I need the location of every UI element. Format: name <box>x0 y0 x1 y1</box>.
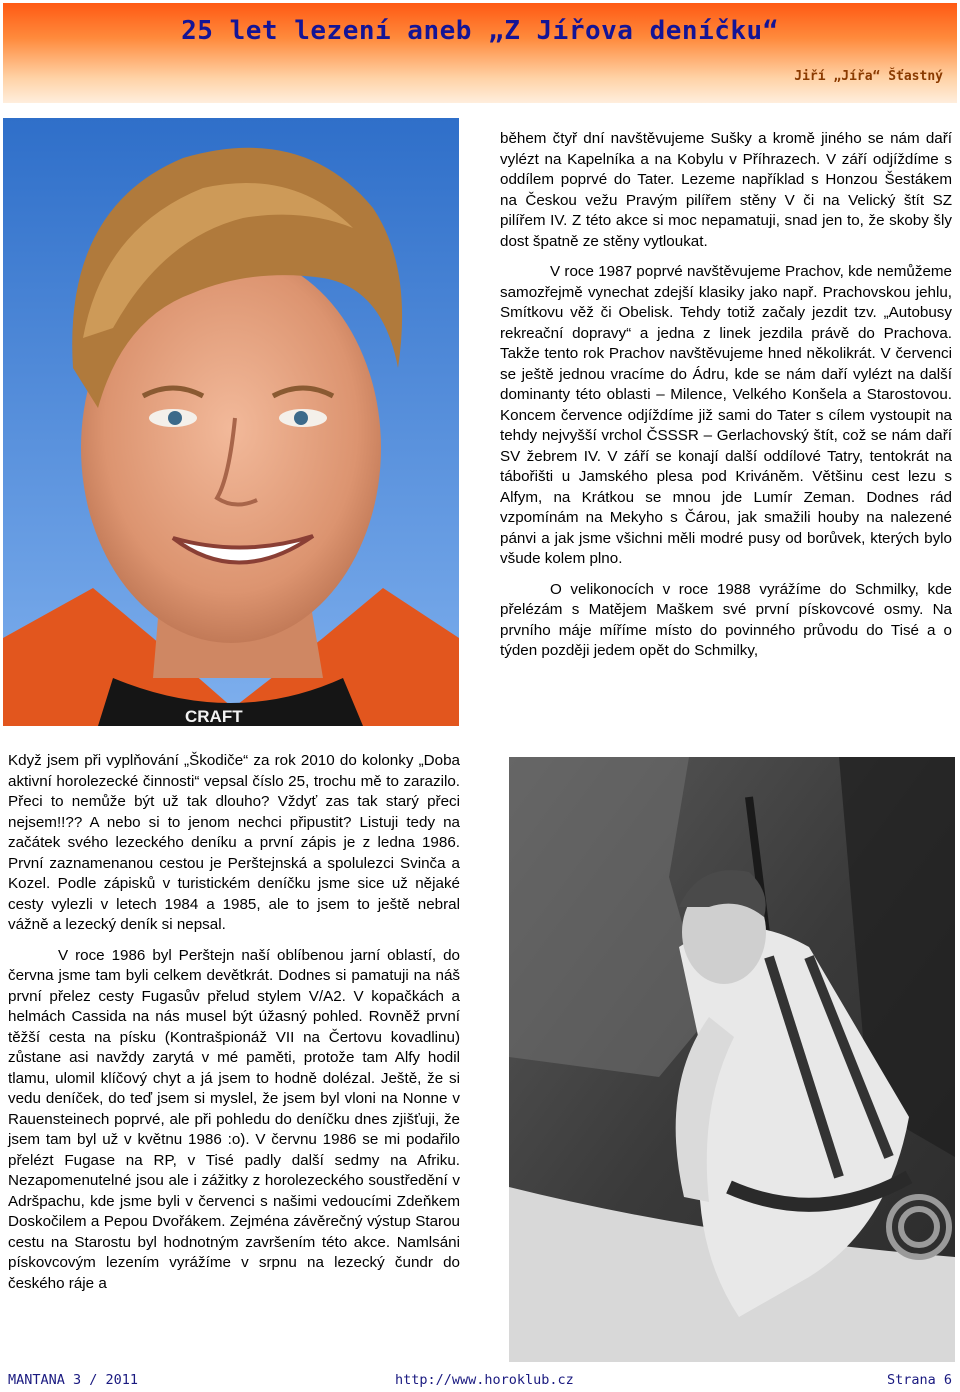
right-paragraph: O velikonocích v roce 1988 vyrážíme do Schmilky, kde přelézám s Matějem Maškem své první pískovcové osmy. Na prvního máje míříme místo do povinného průvodu do Tisé a o týden později jedem opět do Schmilky, <box>500 580 952 659</box>
portrait-photo <box>3 118 459 726</box>
article-title: 25 let lezení aneb „Z Jířova deníčku“ <box>181 16 779 46</box>
right-paragraph: V roce 1987 poprvé navštěvujeme Prachov, kde nemůžeme samozřejmě vynechat zdejší klasiky jako např. Prachovskou jehlu, Smítkovu věž či Obelisk. Tehdy totiž začaly jezdit tzv. „Autobusy rekreační dopravy“ a jedna z linek jezdila právě do Prachova. Takže tento rok Prachov navštěvujeme hned několikrát. V červenci se ještě jednou vracíme do Ádru, kde se nám daří vylézt na další dominanty této oblasti – Milence, Velkého Konšela a Starostovou. Koncem července odjíždíme již sami do Tater s cílem vystoupit na tehdy nejvyšší vrchol ČSSSR – Gerlachovský štít, což se nám daří SV žebrem IV. V září se konají další oddílové Tatry, tentokrát na tábořišti u Jamského plesa pod Kriváněm. Většinu cest lezu s Alfym, na Krátkou se mnou jde Lumír Zeman. Dodnes rád vzpomínám na Mekyho s Čárou, jak smažili houby na nalezené pánvi a jak jsme všichni měli modré pusy od borůvek, kterých bylo všude kolem plno. <box>500 263 952 567</box>
climbing-photo <box>509 757 955 1362</box>
page-footer <box>8 1368 952 1390</box>
left-paragraph: Když jsem při vyplňování „Škodiče“ za rok 2010 do kolonky „Doba aktivní horolezecké činnosti“ vepsal číslo 25, trochu mě to zarazilo. Přeci to nemůže být už tak dlouho? Vždyť zas tak starý přeci nejsem!!?? A nebo si to jenom nechci připustit? Listuji tedy na začátek svého lezeckého deníku a první zápis je z ledna 1986. První zaznamenanou cestou je Perštejnská a spolulezci Svinča a Kozel. Podle zápisků v turistickém deníčku jsme sice už nějaké cesty vylezli v letech 1984 a 1985, ale to jsem to ještě nebral vážně a lezecký deník si nepsal. <box>8 752 460 933</box>
left-paragraph: V roce 1986 byl Perštejn naší oblíbenou jarní oblastí, do června jsme tam byli celkem devětkrát. Dodnes si pamatuji na náš první přelez cesty Fugasův přelud stylem V/A2. V kopačkách a helmách Cassida na nás musel být úžasný pohled. Rovněž první těžší cesta na písku (Kontrašpionáž VII na Čertovu kovadlinu) zůstane asi navždy zarytá v mé paměti, protože tam Alfy hodil tlamu, ulomil klíčový chyt a já jsem to hodně dolézal. Ještě, že si vedu deníček, do teď jsem si myslel, že jsem byl vloni na Nonne v Rauensteinech poprvé, ale při pohledu do deníčku dnes zjišťuji, že jsem tam byl už v květnu 1986 :o). V červnu 1986 se mi podařilo přelézt Fugase na RP, v Tisé padly další sedmy na Afriku. Nezapomenutelné jsou ale i zážitky z horolezeckého soustředění v Adršpachu, kde jsme byli v červenci s našimi vedoucími Zdeňkem Doskočilem a Pepou Dvořákem. Zejména závěrečný výstup Starou cestu na Starostu byl hodnotným završením této akce. Namlsáni pískovcovým lezením vyrážíme v srpnu na lezecký čundr do českého ráje a <box>8 946 460 1292</box>
footer-page-number: Strana 6 <box>886 1372 952 1388</box>
right-text-column <box>500 129 952 662</box>
shirt-logo: CRAFT <box>185 707 243 726</box>
left-text-column <box>8 751 460 1294</box>
article-author: Jiří „Jířa“ Šťastný <box>794 69 943 84</box>
footer-url[interactable]: http://www.horoklub.cz <box>395 1372 574 1388</box>
page-header <box>3 3 957 103</box>
right-paragraph: během čtyř dní navštěvujeme Sušky a kromě jiného se nám daří vylézt na Kapelníka a na Kobylu v Příhrazech. V září odjíždíme s oddílem poprvé do Tater. Lezeme například s Honzou Šestákem na Českou vežu Pravým pilířem stěny V či na Velický štít SZ pilířem IV. Z této akce si moc nepamatuji, snad jen to, že skoby šly dost špatně ze stěny vytloukat. <box>500 130 952 250</box>
footer-magazine: MANTANA 3 / 2011 <box>8 1372 139 1388</box>
